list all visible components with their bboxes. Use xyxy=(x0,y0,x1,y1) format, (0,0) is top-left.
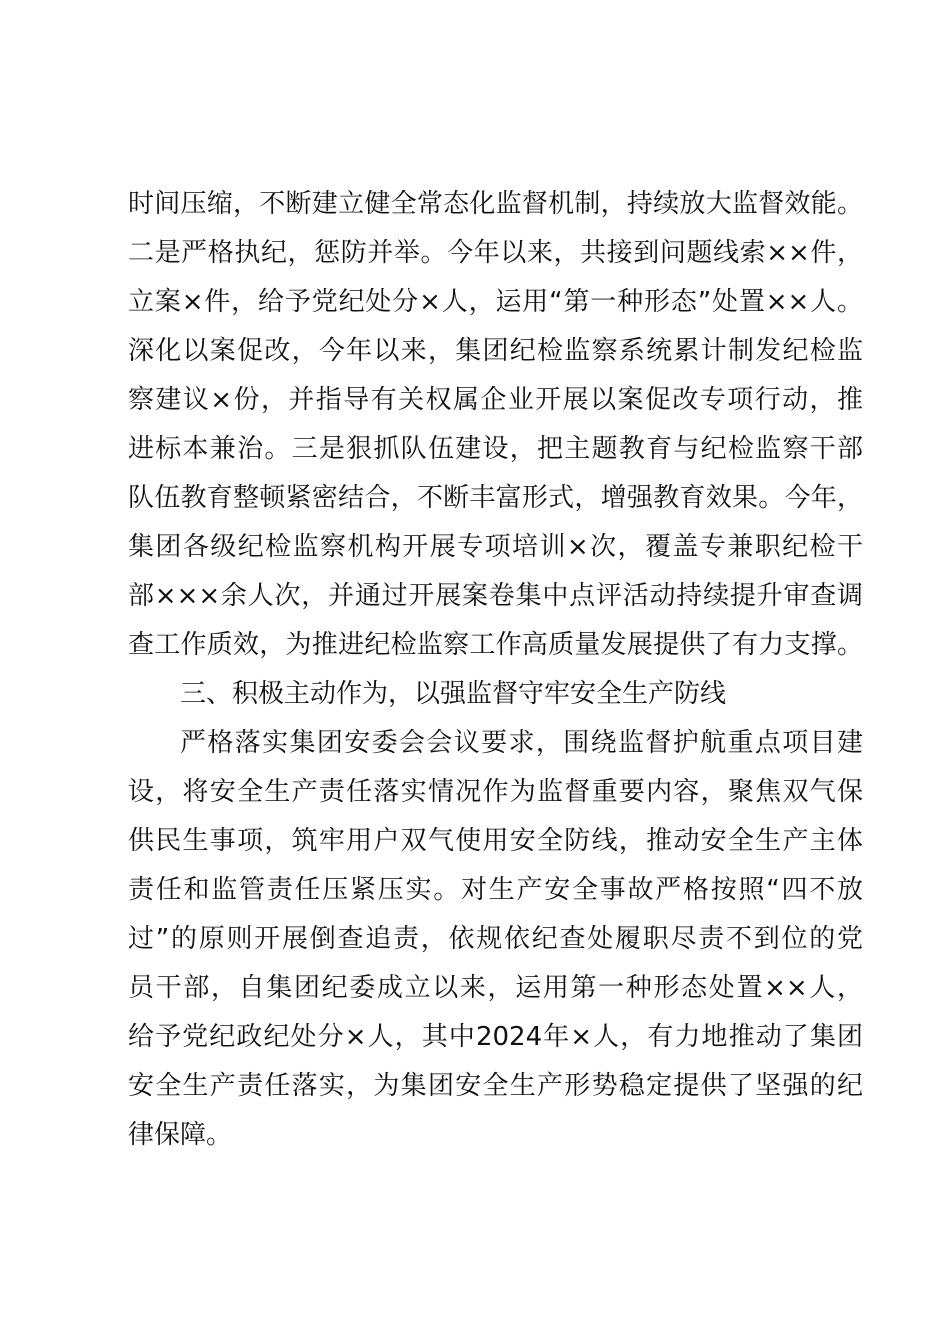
paragraph-line: 时间压缩，不断建立健全常态化监督机制，持续放大监督效能。 xyxy=(128,189,863,219)
paragraph-line: 察建议×份，并指导有关权属企业开展以案促改专项行动，推 xyxy=(128,385,863,415)
paragraph-line: 部×××余人次，并通过开展案卷集中点评活动持续提升审查调 xyxy=(128,581,863,611)
paragraph-line: 深化以案促改，今年以来，集团纪检监察系统累计制发纪检监 xyxy=(128,336,863,366)
paragraph-line: 员干部，自集团纪委成立以来，运用第一种形态处置××人， xyxy=(128,973,863,1003)
paragraph-line: 立案×件，给予党纪处分×人，运用“第一种形态”处置××人。 xyxy=(128,287,863,317)
paragraph-line: 严格落实集团安委会会议要求，围绕监督护航重点项目建 xyxy=(180,728,863,758)
paragraph-line: 责任和监管责任压紧压实。对生产安全事故严格按照“四不放 xyxy=(128,875,863,905)
paragraph-line: 二是严格执纪，惩防并举。今年以来，共接到问题线索××件， xyxy=(128,238,863,268)
paragraph-line: 队伍教育整顿紧密结合，不断丰富形式，增强教育效果。今年， xyxy=(128,483,863,513)
paragraph-line: 设，将安全生产责任落实情况作为监督重要内容，聚焦双气保 xyxy=(128,777,863,807)
paragraph-line: 供民生事项，筑牢用户双气使用安全防线，推动安全生产主体 xyxy=(128,826,863,856)
paragraph-line: 律保障。 xyxy=(128,1120,233,1150)
paragraph-line: 给予党纪政纪处分×人，其中2024年×人，有力地推动了集团 xyxy=(128,1022,863,1052)
paragraph-line: 进标本兼治。三是狠抓队伍建设，把主题教育与纪检监察干部 xyxy=(128,434,863,464)
paragraph-line: 查工作质效，为推进纪检监察工作高质量发展提供了有力支撑。 xyxy=(128,630,863,660)
paragraph-line: 过”的原则开展倒查追责，依规依纪查处履职尽责不到位的党 xyxy=(128,924,863,954)
document-body xyxy=(128,180,863,1160)
section-heading: 三、积极主动作为，以强监督守牢安全生产防线 xyxy=(180,679,727,709)
paragraph-line: 集团各级纪检监察机构开展专项培训×次，覆盖专兼职纪检干 xyxy=(128,532,863,562)
paragraph-line: 安全生产责任落实，为集团安全生产形势稳定提供了坚强的纪 xyxy=(128,1071,863,1101)
